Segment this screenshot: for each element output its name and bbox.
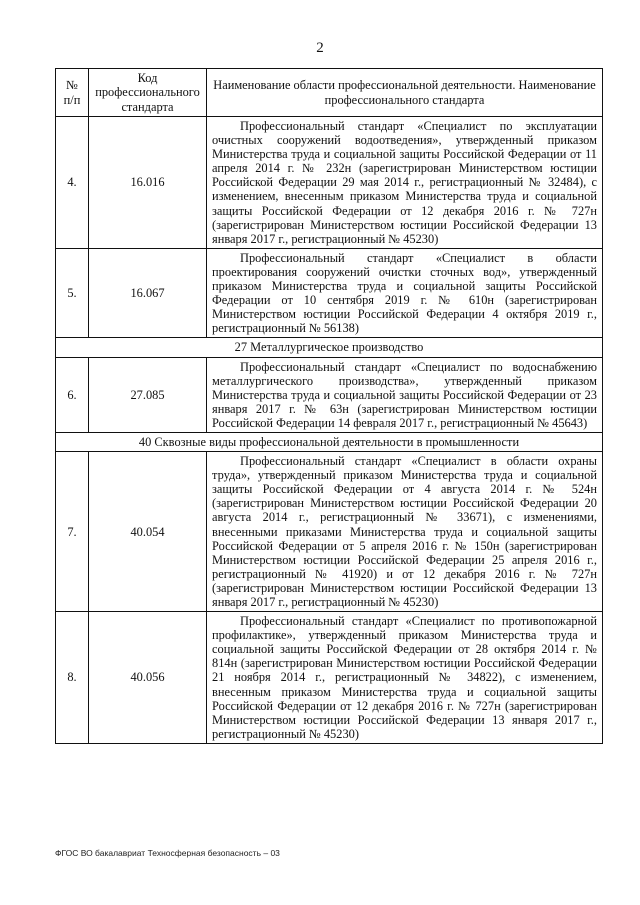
row-number: 4. [56, 117, 89, 249]
table-row [56, 117, 603, 249]
row-description-text: Профессиональный стандарт «Специалист по эксплуатации очистных сооружений водоотведения», утвержденный приказом Министерства труда и социальной защиты Российской Федерации от 11 апреля 2014 г. № 232н (зарегистрирован Министерством юстиции Российской Федерации 29 мая 2014 г., регистрационный № 32484), с изменением, внесенным приказом Министерства труда и социальной защиты Российской Федерации от 12 декабря 2016 г. № 727н (зарегистрирован Министерством юстиции Российской Федерации 13 января 2017 г., регистрационный № 45230) [212, 119, 597, 246]
page-number: 2 [316, 40, 324, 56]
row-code: 16.067 [89, 248, 207, 338]
header-name: Наименование области профессиональной деятельности. Наименование профессионального стандарта [207, 69, 603, 117]
row-code: 27.085 [89, 357, 207, 432]
row-description [207, 452, 603, 612]
professional-standards-table [55, 68, 603, 744]
section-title-27: 27 Металлургическое производство [56, 338, 603, 357]
row-code: 16.016 [89, 117, 207, 249]
row-number: 7. [56, 452, 89, 612]
row-code: 40.056 [89, 612, 207, 744]
row-description [207, 117, 603, 249]
table-row [56, 452, 603, 612]
section-row [56, 338, 603, 357]
header-num: № п/п [56, 69, 89, 117]
section-title-40: 40 Сквозные виды профессиональной деятельности в промышленности [56, 432, 603, 451]
table-header-row [56, 69, 603, 117]
row-description-text: Профессиональный стандарт «Специалист по водоснабжению металлургического производства», утвержденный приказом Министерства труда и социальной защиты Российской Федерации от 23 января 2017 г. № 63н (зарегистрирован Министерством юстиции Российской Федерации 14 февраля 2017 г., регистрационный № 45643) [212, 359, 597, 430]
row-description-text: Профессиональный стандарт «Специалист в области проектирования сооружений очистки сточных вод», утвержденный приказом Министерства труда и социальной защиты Российской Федерации от 10 сентября 2019 г. № 610н (зарегистрирован Министерством юстиции Российской Федерации 4 октября 2019 г., регистрационный № 56138) [212, 250, 597, 336]
row-description [207, 612, 603, 744]
row-code: 40.054 [89, 452, 207, 612]
row-description-text: Профессиональный стандарт «Специалист по противопожарной профилактике», утвержденный приказом Министерства труда и социальной защиты Российской Федерации от 28 октября 2014 г. № 814н (зарегистрирован Министерством юстиции Российской Федерации 21 ноября 2014 г., регистрационный № 34822), с изменением, внесенным приказом Министерства труда и социальной защиты Российской Федерации от 12 декабря 2016 г. № 727н (зарегистрирован Министерством юстиции Российской Федерации 13 января 2017 г., регистрационный № 45230) [212, 614, 597, 741]
document-footer: ФГОС ВО бакалавриат Техносферная безопасность – 03 [55, 848, 280, 858]
row-number: 6. [56, 357, 89, 432]
table-row [56, 357, 603, 432]
row-description [207, 248, 603, 338]
row-description-text: Профессиональный стандарт «Специалист в области охраны труда», утвержденный приказом Министерства труда и социальной защиты Российской Федерации от 4 августа 2014 г. № 524н (зарегистрирован Министерством юстиции Российской Федерации 20 августа 2014 г., регистрационный № 33671), с изменениями, внесенными приказами Министерства труда и социальной защиты Российской Федерации от 5 апреля 2016 г. № 150н (зарегистрирован Министерством юстиции Российской Федерации 25 апреля 2016 г., регистрационный № 41920) и от 12 декабря 2016 г. № 727н (зарегистрирован Министерством юстиции Российской Федерации 13 января 2017 г., регистрационный № 45230) [212, 454, 597, 609]
section-row [56, 432, 603, 451]
row-number: 5. [56, 248, 89, 338]
row-description [207, 357, 603, 432]
table-row [56, 248, 603, 338]
header-code: Код профессионального стандарта [89, 69, 207, 117]
row-number: 8. [56, 612, 89, 744]
table-row [56, 612, 603, 744]
